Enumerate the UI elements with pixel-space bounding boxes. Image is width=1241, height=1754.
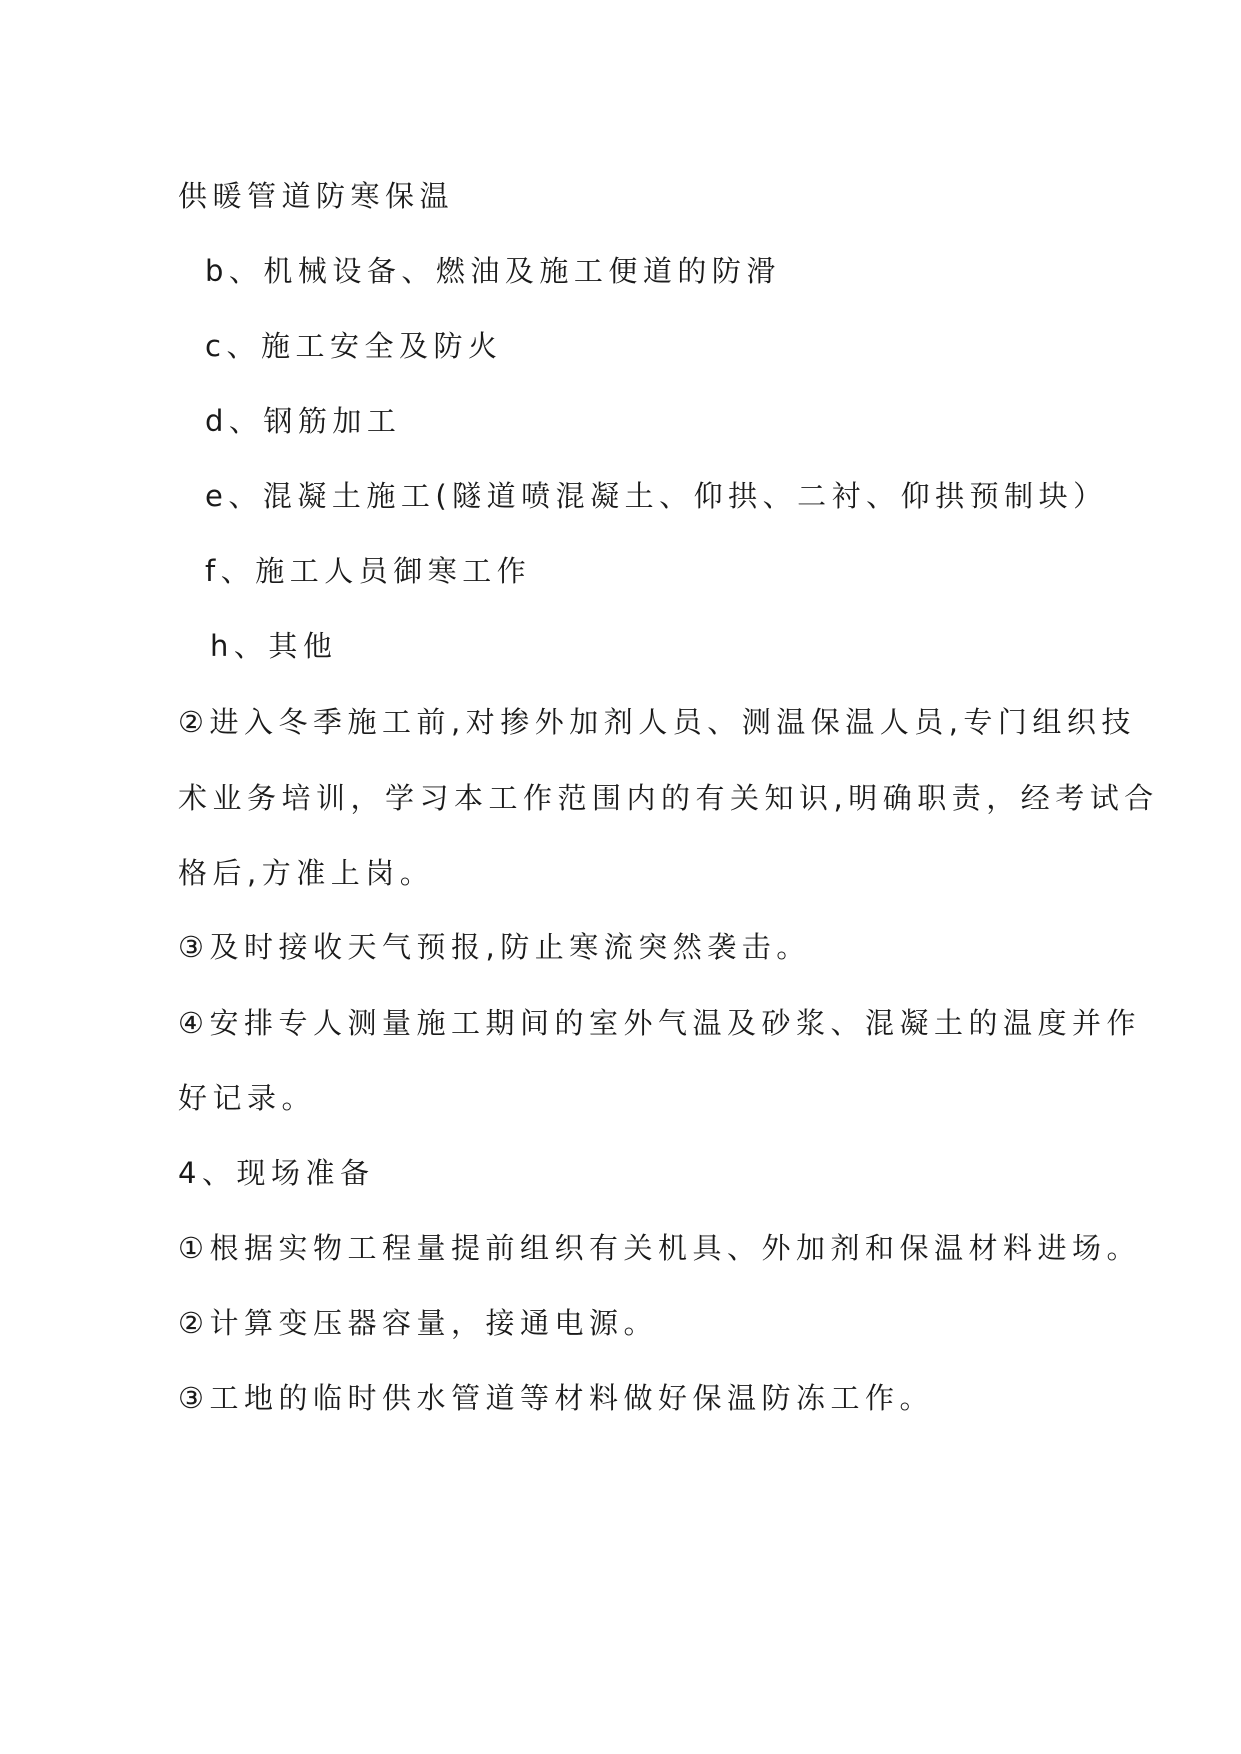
paragraph-2-line-1: ②进入冬季施工前,对掺外加剂人员、测温保温人员,专门组织技: [178, 705, 1136, 739]
list-item-c: c、施工安全及防火: [205, 329, 503, 363]
paragraph-3: ③及时接收天气预报,防止寒流突然袭击。: [178, 930, 811, 964]
list-item-h: h、其他: [210, 629, 338, 663]
section-heading-site-preparation: 4、现场准备: [178, 1156, 375, 1190]
list-item-b: b、机械设备、燃油及施工便道的防滑: [205, 254, 781, 288]
site-prep-item-2: ②计算变压器容量，接通电源。: [178, 1306, 658, 1340]
site-prep-item-1: ①根据实物工程量提前组织有关机具、外加剂和保温材料进场。: [178, 1231, 1141, 1265]
text-line-heating-pipe: 供暖管道防寒保温: [178, 179, 455, 213]
list-item-d: d、钢筋加工: [205, 404, 402, 438]
list-item-e: e、混凝土施工(隧道喷混凝土、仰拱、二衬、仰拱预制块）: [205, 479, 1108, 513]
paragraph-4-line-1: ④安排专人测量施工期间的室外气温及砂浆、混凝土的温度并作: [178, 1006, 1141, 1040]
list-item-f: f、施工人员御寒工作: [205, 554, 532, 588]
paragraph-2-line-2: 术业务培训，学习本工作范围内的有关知识,明确职责，经考试合: [178, 781, 1159, 815]
paragraph-2-line-3: 格后,方准上岗。: [178, 856, 435, 890]
site-prep-item-3: ③工地的临时供水管道等材料做好保温防冻工作。: [178, 1381, 934, 1415]
paragraph-4-line-2: 好记录。: [178, 1081, 317, 1115]
